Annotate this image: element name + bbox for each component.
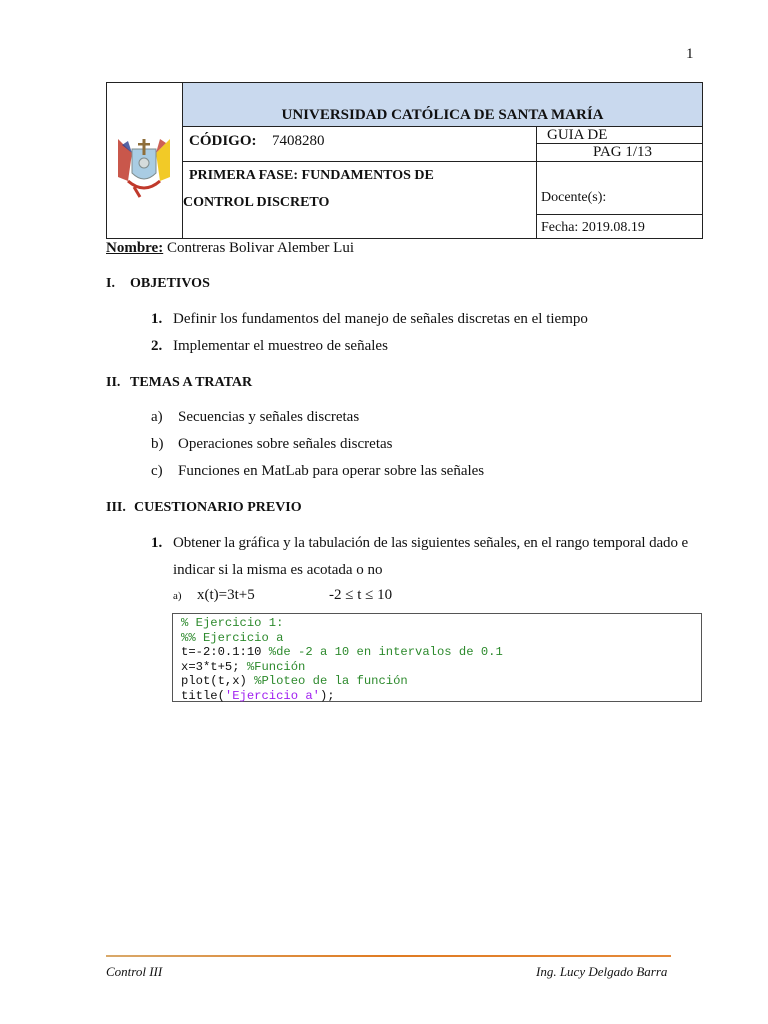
code-line: x=3*t+5; %Función [181,659,306,674]
signal-expression: x(t)=3t+5 [197,587,255,603]
code-line: plot(t,x) %Ploteo de la función [181,674,408,689]
guia-label: GUIA DE [547,127,608,143]
footer-course: Control III [106,964,163,979]
codigo-label: CÓDIGO: [189,133,257,149]
name-value: Contreras Bolivar Alember Lui [163,240,355,256]
section-title-objetivos: OBJETIVOS [130,276,210,291]
university-title: UNIVERSIDAD CATÓLICA DE SANTA MARÍA [281,107,604,123]
university-crest-icon [114,131,174,201]
phase-title-line2: CONTROL DISCRETO [183,195,330,210]
phase-title-line1: PRIMERA FASE: FUNDAMENTOS DE [189,168,434,183]
list-item: Funciones en MatLab para operar sobre las señales [178,463,485,479]
logo-cell [107,83,183,238]
section-number-2: II. [106,375,121,390]
page-number: 1 [686,46,694,62]
docente-label: Docente(s): [541,190,607,205]
date-label: Fecha: 2019.08.19 [541,220,645,235]
list-item: Operaciones sobre señales discretas [178,436,393,452]
time-range: -2 ≤ t ≤ 10 [329,587,393,603]
section-number-3: III. [106,500,126,515]
list-item: Secuencias y señales discretas [178,409,360,425]
section-number-1: I. [106,276,115,291]
list-item: Implementar el muestreo de señales [173,338,388,354]
codigo-value: 7408280 [272,133,325,149]
section-title-cuestionario: CUESTIONARIO PREVIO [134,500,302,515]
code-line: %% Ejercicio a [181,630,284,645]
student-name [106,240,354,257]
list-marker: 1. [151,311,163,327]
list-marker: 2. [151,338,163,354]
question-line1: Obtener la gráfica y la tabulación de las siguientes señales, en el rango temporal dado e [173,535,689,551]
page-count: PAG 1/13 [593,144,653,160]
subitem-marker: a) [173,590,182,602]
code-line: % Ejercicio 1: [181,616,284,630]
list-marker: b) [151,436,164,452]
list-marker: a) [151,409,163,425]
footer-instructor: Ing. Lucy Delgado Barra [536,964,668,979]
footer-divider [106,955,671,957]
code-line: title('Ejercicio a'); [181,688,335,703]
section-title-temas: TEMAS A TRATAR [130,375,253,390]
name-label: Nombre: [106,240,164,256]
question-line2: indicar si la misma es acotada o no [173,562,383,578]
matlab-code-block [172,613,702,702]
list-item: Definir los fundamentos del manejo de señales discretas en el tiempo [173,311,588,327]
list-marker: 1. [151,535,163,551]
code-line: t=-2:0.1:10 %de -2 a 10 en intervalos de 0.1 [181,645,503,660]
list-marker: c) [151,463,163,479]
header-table [106,82,703,239]
